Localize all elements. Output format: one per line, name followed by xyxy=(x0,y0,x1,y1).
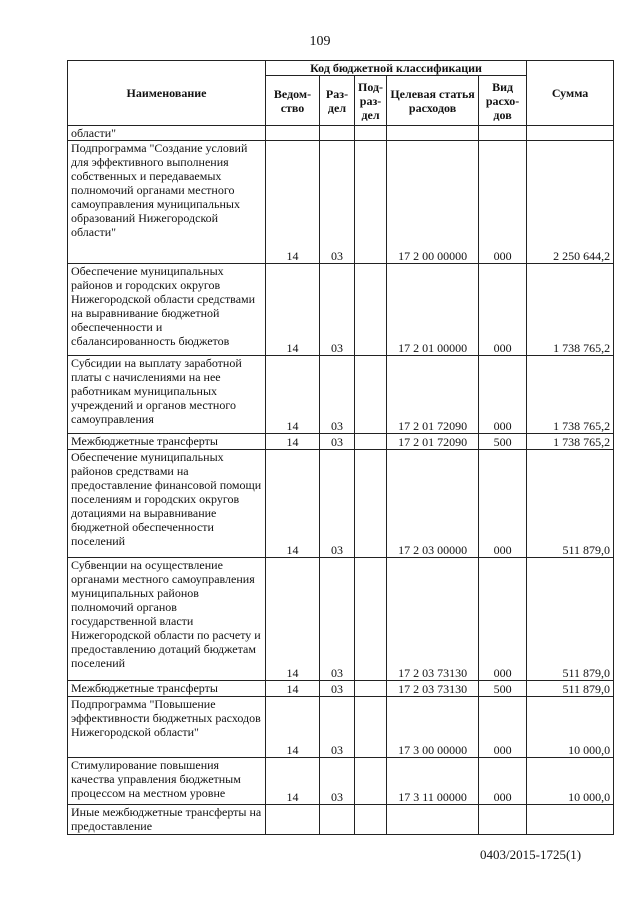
row-raz: 03 xyxy=(320,758,355,805)
row-raz xyxy=(320,126,355,141)
row-vid: 500 xyxy=(479,434,527,450)
header-celevaya: Целевая статья расходов xyxy=(387,76,479,126)
row-ved: 14 xyxy=(266,697,320,758)
row-vid: 000 xyxy=(479,450,527,558)
row-vid: 000 xyxy=(479,697,527,758)
row-pod xyxy=(355,681,387,697)
row-name: Подпрограмма "Создание условий для эффективного выполнения собственных и передаваемых полномочий органами местного самоуправления муниципальных образований Нижегородской области" xyxy=(68,141,266,264)
row-sum: 1 738 765,2 xyxy=(527,356,614,434)
row-pod xyxy=(355,450,387,558)
row-sum: 511 879,0 xyxy=(527,681,614,697)
row-pod xyxy=(355,141,387,264)
table-row xyxy=(68,681,614,697)
row-sum xyxy=(527,126,614,141)
row-pod xyxy=(355,434,387,450)
row-cel: 17 2 03 73130 xyxy=(387,558,479,681)
row-sum: 10 000,0 xyxy=(527,758,614,805)
header-vedomstvo: Ведом-ство xyxy=(266,76,320,126)
table-row xyxy=(68,356,614,434)
row-cel: 17 3 11 00000 xyxy=(387,758,479,805)
row-raz: 03 xyxy=(320,697,355,758)
row-name: Иные межбюджетные трансферты на предоставление xyxy=(68,805,266,835)
row-pod xyxy=(355,558,387,681)
row-raz: 03 xyxy=(320,141,355,264)
header-name: Наименование xyxy=(68,61,266,126)
row-cel: 17 3 00 00000 xyxy=(387,697,479,758)
row-ved: 14 xyxy=(266,141,320,264)
row-ved: 14 xyxy=(266,681,320,697)
row-vid: 000 xyxy=(479,758,527,805)
row-pod xyxy=(355,758,387,805)
table-row xyxy=(68,805,614,835)
document-code: 0403/2015-1725(1) xyxy=(480,847,582,862)
row-vid: 000 xyxy=(479,141,527,264)
row-raz: 03 xyxy=(320,681,355,697)
row-pod xyxy=(355,697,387,758)
row-sum: 511 879,0 xyxy=(527,450,614,558)
row-ved: 14 xyxy=(266,264,320,356)
row-ved: 14 xyxy=(266,434,320,450)
header-razdel: Раз-дел xyxy=(320,76,355,126)
row-cel xyxy=(387,126,479,141)
row-ved xyxy=(266,805,320,835)
row-raz: 03 xyxy=(320,434,355,450)
row-pod xyxy=(355,126,387,141)
table-row xyxy=(68,264,614,356)
row-raz: 03 xyxy=(320,356,355,434)
row-name: Субсидии на выплату заработной платы с начислениями на нее работникам муниципальных учреждений и органов местного самоуправления xyxy=(68,356,266,434)
row-sum: 2 250 644,2 xyxy=(527,141,614,264)
row-pod xyxy=(355,356,387,434)
row-sum: 1 738 765,2 xyxy=(527,434,614,450)
row-vid xyxy=(479,126,527,141)
row-sum: 1 738 765,2 xyxy=(527,264,614,356)
row-ved: 14 xyxy=(266,450,320,558)
row-raz: 03 xyxy=(320,450,355,558)
row-name: Субвенции на осуществление органами местного самоуправления муниципальных районов полномочий органов государственной власти Нижегородской области по расчету и предоставлению дотаций бюджетам поселений xyxy=(68,558,266,681)
row-sum xyxy=(527,805,614,835)
row-name: Подпрограмма "Повышение эффективности бюджетных расходов Нижегородской области" xyxy=(68,697,266,758)
row-raz: 03 xyxy=(320,264,355,356)
row-sum: 511 879,0 xyxy=(527,558,614,681)
table-row xyxy=(68,758,614,805)
row-cel: 17 2 03 00000 xyxy=(387,450,479,558)
header-podrazdel: Под-раз-дел xyxy=(355,76,387,126)
table-row xyxy=(68,434,614,450)
row-vid: 500 xyxy=(479,681,527,697)
row-name: Обеспечение муниципальных районов средствами на предоставление финансовой помощи поселениям и городских округов дотациями на выравнивание бюджетной обеспеченности поселений xyxy=(68,450,266,558)
row-sum: 10 000,0 xyxy=(527,697,614,758)
row-vid: 000 xyxy=(479,558,527,681)
row-cel: 17 2 01 72090 xyxy=(387,356,479,434)
row-pod xyxy=(355,805,387,835)
row-name: Стимулирование повышения качества управления бюджетным процессом на местном уровне xyxy=(68,758,266,805)
row-ved: 14 xyxy=(266,356,320,434)
row-cel: 17 2 01 72090 xyxy=(387,434,479,450)
row-vid: 000 xyxy=(479,356,527,434)
row-cel: 17 2 03 73130 xyxy=(387,681,479,697)
row-name: Межбюджетные трансферты xyxy=(68,434,266,450)
table-row xyxy=(68,141,614,264)
row-name: Обеспечение муниципальных районов и городских округов Нижегородской области средствами на выравнивание бюджетной обеспеченности и сбалансированность бюджетов xyxy=(68,264,266,356)
row-ved xyxy=(266,126,320,141)
row-cel xyxy=(387,805,479,835)
page-number: 109 xyxy=(309,34,331,49)
table-row xyxy=(68,558,614,681)
header-sum: Сумма xyxy=(527,61,614,126)
row-ved: 14 xyxy=(266,558,320,681)
row-name: Межбюджетные трансферты xyxy=(68,681,266,697)
row-pod xyxy=(355,264,387,356)
row-vid: 000 xyxy=(479,264,527,356)
row-ved: 14 xyxy=(266,758,320,805)
table-row xyxy=(68,697,614,758)
row-raz xyxy=(320,805,355,835)
table-row xyxy=(68,450,614,558)
row-cel: 17 2 01 00000 xyxy=(387,264,479,356)
table-row xyxy=(68,126,614,141)
budget-table xyxy=(67,60,614,835)
header-vid: Вид расхо-дов xyxy=(479,76,527,126)
row-raz: 03 xyxy=(320,558,355,681)
row-cel: 17 2 00 00000 xyxy=(387,141,479,264)
row-vid xyxy=(479,805,527,835)
row-name: области" xyxy=(68,126,266,141)
header-classification-group: Код бюджетной классификации xyxy=(266,61,527,76)
